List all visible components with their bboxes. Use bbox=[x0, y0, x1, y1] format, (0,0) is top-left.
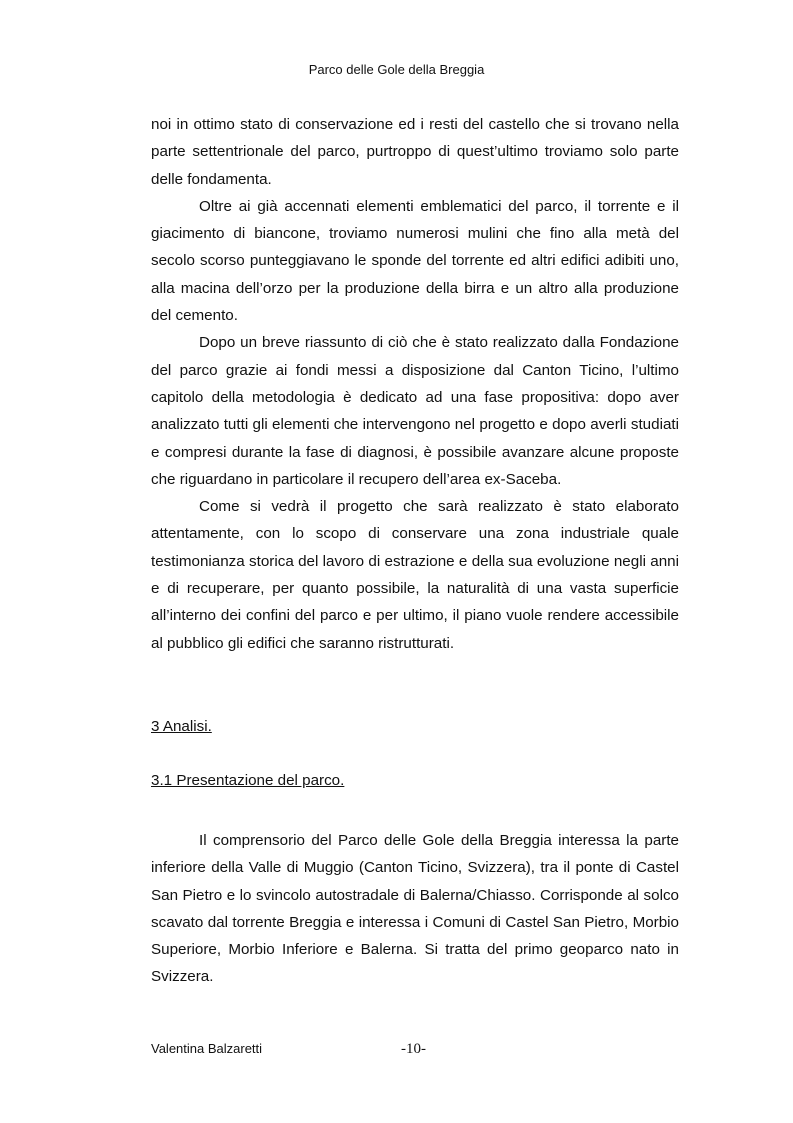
page-number: -10- bbox=[401, 1041, 426, 1057]
paragraph-park-area: Il comprensorio del Parco delle Gole della Breggia interessa la parte inferiore della Valle di Muggio (Canton Ticino, Svizzera), tra il ponte di Castel San Pietro e lo svincolo autostradale di Balerna/Chiasso. Corrisponde al solco scavato dal torrente Breggia e interessa i Comuni di Castel San Pietro, Morbio Superiore, Morbio Inferiore e Balerna. Si tratta del primo geoparco nato in Svizzera. bbox=[151, 832, 679, 986]
paragraph-project-conclusion: Come si vedrà il progetto che sarà realizzato è stato elaborato attentamente, con lo scopo di conservare una zona industriale quale testimonianza storica del lavoro di estrazione e della sua evoluzione negli anni e di recuperare, per quanto possibile, la naturalità di una vasta superficie all’interno dei confini del parco e per ultimo, il piano vuole rendere accessibile al pubblico gli edifici che saranno ristrutturati. bbox=[151, 498, 679, 652]
section-heading-presentazione: 3.1 Presentazione del parco. bbox=[151, 772, 345, 789]
paragraph-emblematic-elements: Oltre ai già accennati elementi emblematici del parco, il torrente e il giacimento di biancone, troviamo numerosi mulini che fino alla metà del secolo scorso punteggiavano le sponde del torrente ed altri edifici adibiti uno, alla macina dell’orzo per la produzione della birra e un altro alla produzione del cemento. bbox=[151, 197, 679, 325]
paragraph-continuation: noi in ottimo stato di conservazione ed i resti del castello che si trovano nella parte settentrionale del parco, purtroppo di quest’ultimo troviamo solo parte delle fondamenta. bbox=[151, 116, 679, 188]
page-header: Parco delle Gole della Breggia bbox=[308, 62, 485, 77]
section-heading-analisi: 3 Analisi. bbox=[151, 718, 212, 735]
footer-author: Valentina Balzaretti bbox=[151, 1041, 263, 1056]
paragraph-foundation-summary: Dopo un breve riassunto di ciò che è stato realizzato dalla Fondazione del parco grazie ai fondi messi a disposizione dal Canton Ticino, l’ultimo capitolo della metodologia è dedicato ad una fase propositiva: dopo aver analizzato tutti gli elementi che intervengono nel progetto e dopo averli studiati e compresi durante la fase di diagnosi, è possibile avanzare alcune proposte che riguardano in particolare il recupero dell’area ex-Saceba. bbox=[151, 334, 679, 488]
intro-text-block bbox=[151, 111, 679, 657]
presentazione-text-block bbox=[151, 827, 679, 991]
